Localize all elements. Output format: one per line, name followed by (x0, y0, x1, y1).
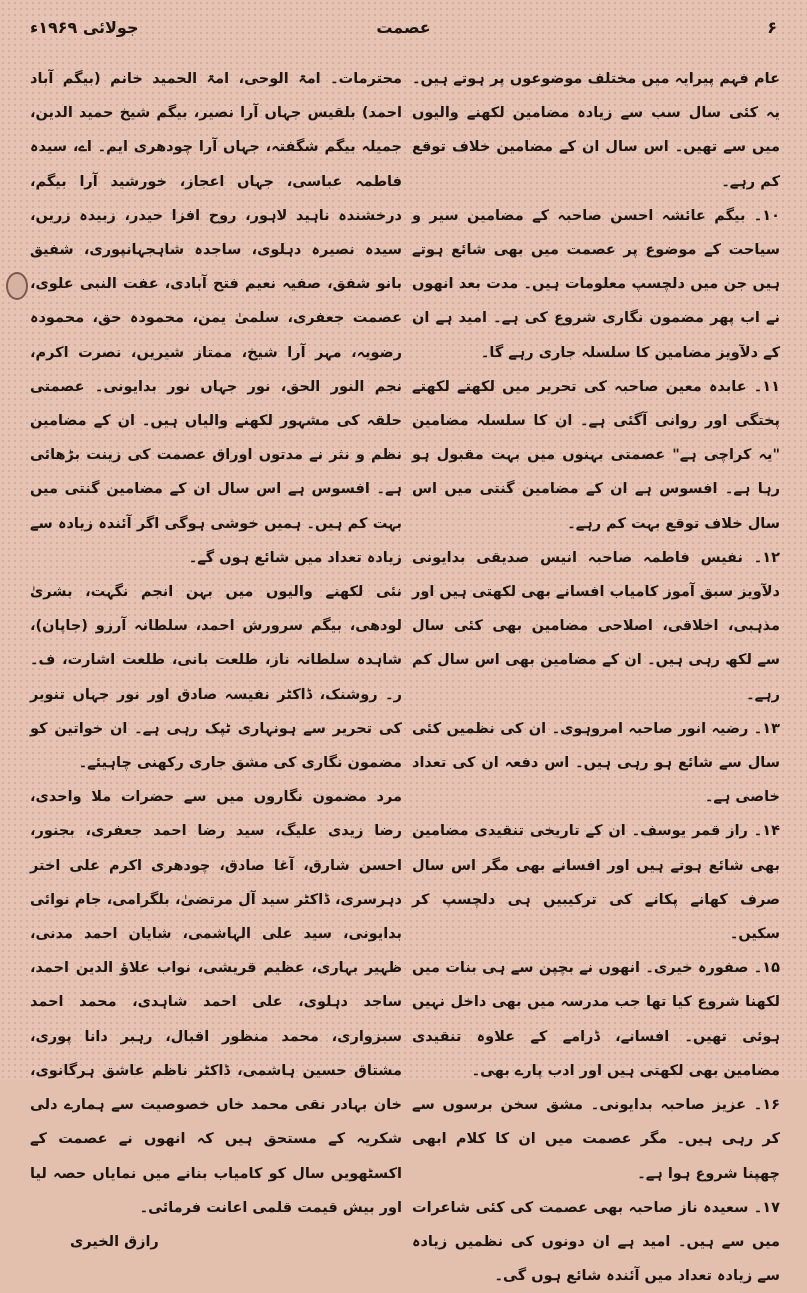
page-header (30, 18, 777, 46)
paragraph: ۱۰۔ بیگم عائشہ احسن صاحبہ کے مضامین سیر و سیاحت کے موضوع پر عصمت میں بھی شائع ہوتے ہیں جن میں دلچسپ معلومات ہیں۔ مدت بعد انھوں نے اب پھر مضمون نگاری شروع کی ہے۔ امید ہے ان کے دلآویز مضامین کا سلسلہ جاری رہے گا۔ (412, 207, 780, 361)
paragraph: مرد مضمون نگاروں میں سے حضرات ملا واحدی، رضا زیدی علیگ، سید رضا احمد جعفری، بجنور، احسن شارق، آغا صادق، چودھری اکرم علی اختر دہرسری، ڈاکٹر سید آل مرتضیٰ، بلگرامی، جام نوائی بدایونی، سید علی الہاشمی، شایان احمد مدنی، ظہیر بہاری، عظیم قریشی، نواب علاؤ الدین احمد، ساجد دہلوی، علی احمد شاہدی، محمد احمد سبزواری، محمد منظور اقبال، رہبر دانا پوری، مشتاق حسین ہاشمی، ڈاکٹر ناظم عاشق ہرگانوی، خان بہادر نقی محمد خاں خصوصیت سے ہمارے دلی شکریہ کے مستحق ہیں کہ انھوں نے عصمت کے اکسٹھویں سال کو کامیاب بنانے میں نمایاں حصہ لیا اور بیش قیمت قلمی اعانت فرمائی۔ (30, 789, 402, 1216)
paragraph: ۱۶۔ عزیز صاحبہ بدایونی۔ مشق سخن برسوں سے کر رہی ہیں۔ مگر عصمت میں ان کا کلام ابھی چھپنا شروع ہوا ہے۔ (412, 1097, 780, 1182)
issue-date: جولائی ۱۹۶۹ء (30, 18, 139, 37)
paragraph: محترمات۔ امۃ الوحی، امۃ الحمید خانم (بیگم آباد احمد) بلقیس جہاں آرا نصیر، بیگم شیخ حمید الدین، جمیلہ بیگم شگفتہ، جہاں آرا چودھری ایم۔ اے، سیدہ فاطمہ عباسی، جہاں اعجاز، خورشید آرا بیگم، درخشندہ ناہید لاہور، روح افزا حیدر، زبیدہ زریں، سیدہ نصیرہ دہلوی، ساجدہ شاہجہانپوری، شفیق بانو شفق، صفیہ نعیم فتح آبادی، عفت النبی علوی، عصمت جعفری، سلمیٰ یمن، محمودہ حق، محمودہ رضویہ، مہر آرا شیخ، ممتاز شیریں، نصرت اکرم، نجم النور الحق، نور جہاں نور بدایونی۔ عصمتی حلقہ کی مشہور لکھنے والیاں ہیں۔ ان کے مضامین نظم و نثر نے مدتوں اوراق عصمت کی زینت بڑھائی ہے۔ افسوس ہے اس سال ان کے مضامین گنتی میں بہت کم ہیں۔ ہمیں خوشی ہوگی اگر آئندہ زیادہ سے زیادہ تعداد میں شائع ہوں گے۔ (30, 71, 402, 566)
magazine-title: عصمت (376, 18, 431, 37)
paragraph: ۱۷۔ سعیدہ ناز صاحبہ بھی عصمت کی کئی شاعرات میں سے ہیں۔ امید ہے ان دونوں کی نظمیں زیادہ سے زیادہ تعداد میں آئندہ شائع ہوں گی۔ (412, 1199, 780, 1285)
paragraph: ۱۴۔ راز قمر یوسف۔ ان کے تاریخی تنقیدی مضامین بھی شائع ہوتے ہیں اور افسانے بھی مگر اس سال صرف کھانے پکانے کی ترکیبیں ہی دلچسپ کر سکیں۔ (412, 823, 780, 943)
binder-hole (6, 272, 28, 300)
right-column (412, 62, 780, 1293)
paragraph: ۱۵۔ صفورہ خیری۔ انھوں نے بچپن سے ہی بنات میں لکھنا شروع کیا تھا جب مدرسہ میں بھی داخل نہیں ہوئی تھیں۔ افسانے، ڈرامے کے علاوہ تنقیدی مضامین بھی لکھتی ہیں اور ادب پارے بھی۔ (412, 960, 780, 1079)
paragraph: ۱۱۔ عابدہ معین صاحبہ کی تحریر میں لکھتے لکھتے پختگی اور روانی آگئی ہے۔ ان کا سلسلہ مضامین "یہ کراچی ہے" عصمتی بہنوں میں بہت مقبول ہو رہا ہے۔ افسوس ہے ان کے مضامین گنتی میں اس سال خلاف توقع بہت کم رہے۔ (412, 378, 780, 532)
paragraph: ۱۲۔ نفیس فاطمہ صاحبہ انیس صدیقی بدایونی دلآویز سبق آموز کامیاب افسانے بھی لکھتی ہیں اور مذہبی، اخلاقی، اصلاحی مضامین بھی کئی سال سے لکھ رہی ہیں۔ ان کے مضامین بھی اس سال کم رہے۔ (412, 549, 780, 703)
paragraph: ۱۳۔ رضیہ انور صاحبہ امروہوی۔ ان کی نظمیں کئی سال سے شائع ہو رہی ہیں۔ اس دفعہ ان کی تعداد خاصی ہے۔ (412, 720, 780, 806)
author-signature: رازق الخیری (70, 1233, 159, 1250)
paragraph: نئی لکھنے والیوں میں بہن انجم نگہت، بشریٰ لودھی، بیگم سرورش احمد، سلطانہ آرزو (جاپان)، شاہدہ سلطانہ ناز، طلعت بانی، طلعت اشارت، ف۔ ر۔ روشنک، ڈاکٹر نفیسہ صادق اور نور جہاں تنویر کی تحریر سے ہونہاری ٹپک رہی ہے۔ ان خواتین کو مضمون نگاری کی مشق جاری رکھنی چاہیئے۔ (30, 584, 402, 772)
paragraph: عام فہم پیرایہ میں مختلف موضوعوں پر ہوتے ہیں۔ یہ کئی سال سب سے زیادہ مضامین لکھنے والیوں میں سے تھیں۔ اس سال ان کے مضامین خلاف توقع کم رہے۔ (412, 71, 780, 190)
page-number: ۶ (767, 18, 777, 37)
